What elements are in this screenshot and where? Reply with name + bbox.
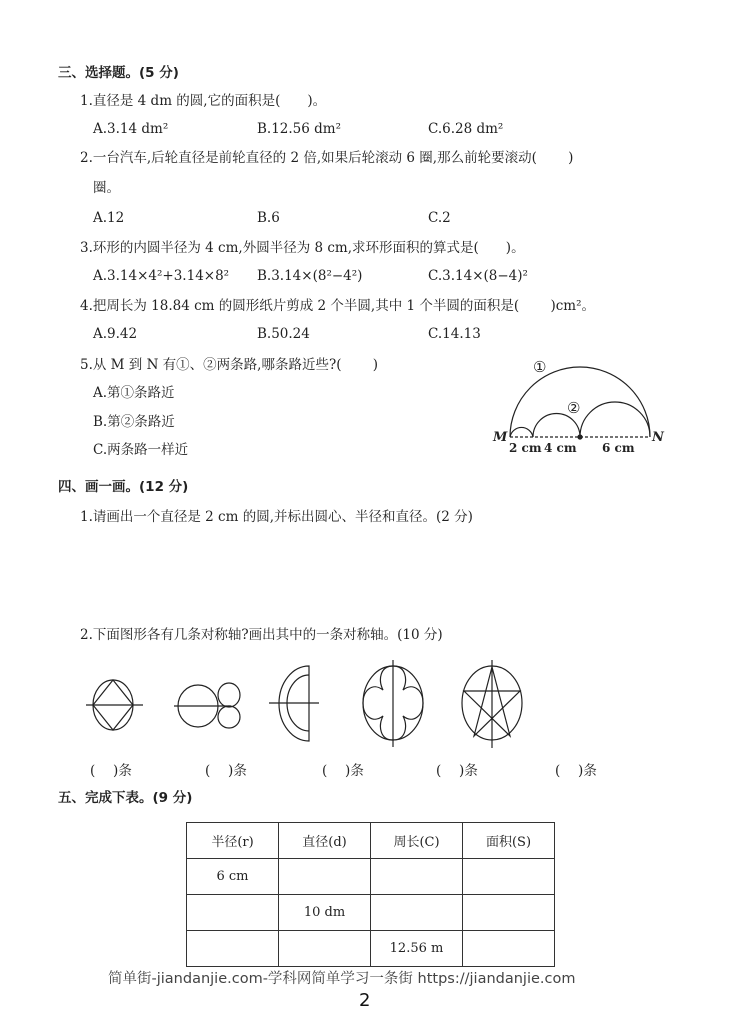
- figure-half-ring: [269, 666, 319, 741]
- page-number: 2: [359, 990, 371, 1011]
- segment-2-label: 4 cm: [544, 441, 577, 455]
- table-header-row: [187, 823, 555, 859]
- figure-quatrefoil: [363, 660, 423, 747]
- option-c: C.两条路一样近: [93, 442, 189, 458]
- table-row: [187, 859, 555, 895]
- option-c: C.2: [428, 210, 451, 226]
- segment-1-label: 2 cm: [509, 441, 542, 455]
- answer-blank[interactable]: ( )条: [90, 763, 132, 779]
- table-cell: [279, 859, 371, 895]
- section-4-title: 四、画一画。(12 分): [58, 479, 189, 495]
- question-1: 1.直径是 4 dm 的圆,它的面积是( )。: [80, 93, 327, 109]
- point-m-label: M: [493, 430, 508, 445]
- question-5: 5.从 M 到 N 有①、②两条路,哪条路近些?( ): [80, 357, 379, 373]
- answer-blank[interactable]: ( )条: [205, 763, 247, 779]
- path-1-label: ①: [533, 358, 547, 376]
- answer-blank[interactable]: ( )条: [555, 763, 597, 779]
- point-n-label: N: [652, 430, 664, 445]
- table-cell: 12.56 m: [371, 931, 463, 967]
- segment-3-label: 6 cm: [602, 441, 635, 455]
- question-4: 4.把周长为 18.84 cm 的圆形纸片剪成 2 个半圆,其中 1 个半圆的面积是( )cm²。: [80, 298, 595, 314]
- section-3-title: 三、选择题。(5 分): [58, 65, 179, 81]
- option-a: A.12: [93, 210, 125, 226]
- table-cell: 6 cm: [187, 859, 279, 895]
- table-cell: [371, 859, 463, 895]
- question-2: 2.一台汽车,后轮直径是前轮直径的 2 倍,如果后轮滚动 6 圈,那么前轮要滚动( ): [80, 150, 574, 166]
- answer-blank[interactable]: ( )条: [322, 763, 364, 779]
- table-cell: [463, 931, 555, 967]
- option-c: C.6.28 dm²: [428, 121, 504, 137]
- question-3: 3.环形的内圆半径为 4 cm,外圆半径为 8 cm,求环形面积的算式是( )。: [80, 240, 525, 256]
- figure-circle-diamond: [86, 680, 143, 730]
- table-cell: [371, 895, 463, 931]
- draw-question-2: 2.下面图形各有几条对称轴?画出其中的一条对称轴。(10 分): [80, 627, 443, 643]
- table-cell: [187, 895, 279, 931]
- section-5-title: 五、完成下表。(9 分): [58, 790, 193, 806]
- answer-blank[interactable]: ( )条: [436, 763, 478, 779]
- option-b: B.50.24: [257, 326, 310, 342]
- header-diameter: 直径(d): [279, 823, 371, 859]
- option-a: A.第①条路近: [93, 385, 175, 401]
- table-cell: 10 dm: [279, 895, 371, 931]
- table-cell: [463, 859, 555, 895]
- footer-watermark: 简单街-jiandanjie.com-学科网简单学习一条街 https://jiandanjie.com: [108, 971, 576, 987]
- table-cell: [463, 895, 555, 931]
- figure-three-circles: [174, 683, 240, 728]
- option-a: A.3.14 dm²: [93, 121, 169, 137]
- table-cell: [187, 931, 279, 967]
- option-a: A.9.42: [93, 326, 138, 342]
- option-b: B.6: [257, 210, 280, 226]
- draw-question-1: 1.请画出一个直径是 2 cm 的圆,并标出圆心、半径和直径。(2 分): [80, 509, 473, 525]
- figure-star: [462, 660, 522, 748]
- option-c: C.3.14×(8−4)²: [428, 268, 528, 284]
- header-area: 面积(S): [463, 823, 555, 859]
- header-circumference: 周长(C): [371, 823, 463, 859]
- option-a: A.3.14×4²+3.14×8²: [93, 268, 230, 284]
- table-row: [187, 895, 555, 931]
- circle-table: [186, 822, 555, 967]
- question-2-continued: 圈。: [93, 180, 120, 196]
- table-row: [187, 931, 555, 967]
- option-c: C.14.13: [428, 326, 481, 342]
- table-cell: [279, 931, 371, 967]
- path-2-label: ②: [567, 399, 581, 417]
- path-diagram: [492, 358, 665, 455]
- option-b: B.12.56 dm²: [257, 121, 342, 137]
- option-b: B.第②条路近: [93, 414, 175, 430]
- option-b: B.3.14×(8²−4²): [257, 268, 363, 284]
- header-radius: 半径(r): [187, 823, 279, 859]
